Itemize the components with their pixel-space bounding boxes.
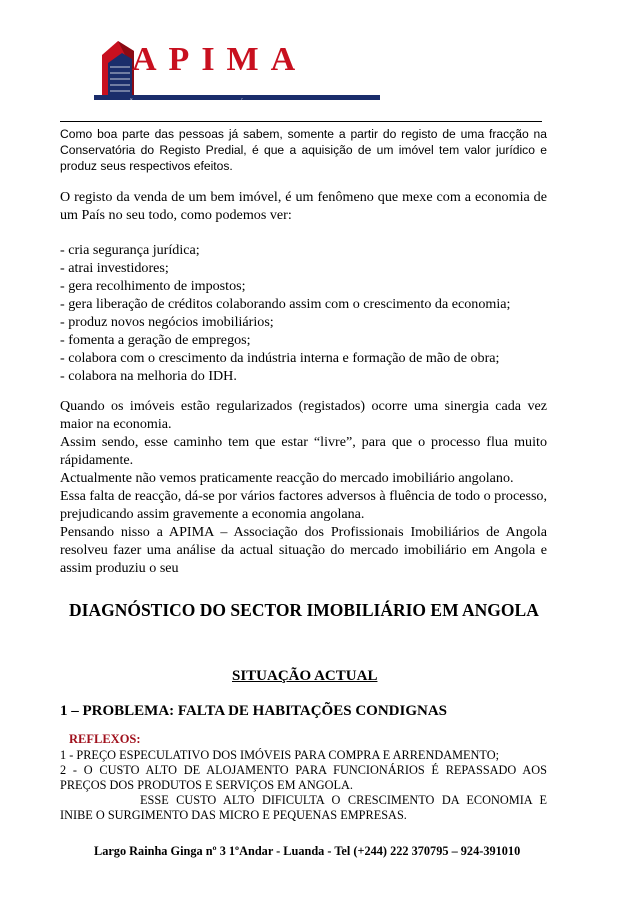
list-item: - gera liberação de créditos colaborando assim com o crescimento da economia;	[60, 296, 511, 312]
section-subtitle: SITUAÇÃO ACTUAL	[232, 668, 378, 684]
footer-address: Largo Rainha Ginga nº 3 1ºAndar - Luanda - Tel (+244) 222 370795 – 924-391010	[94, 844, 521, 858]
list-item: 1 - PREÇO ESPECULATIVO DOS IMÓVEIS PARA COMPRA E ARRENDAMENTO;	[60, 748, 499, 762]
paragraph-reaccao: Actualmente não vemos praticamente reacção do mercado imobiliário angolano.	[60, 470, 514, 486]
list-item: - gera recolhimento de impostos;	[60, 278, 246, 294]
list-item: - atrai investidores;	[60, 260, 169, 276]
document-title: DIAGNÓSTICO DO SECTOR IMOBILIÁRIO EM ANGOLA	[69, 600, 539, 620]
list-item: - cria segurança jurídica;	[60, 242, 200, 258]
paragraph-caminho: Assim sendo, esse caminho tem que estar “livre”, para que o processo flua muito rápidamente.	[60, 434, 547, 468]
apima-logo	[92, 33, 392, 106]
list-item: ESSE CUSTO ALTO DIFICULTA O CRESCIMENTO DA ECONOMIA E INIBE O SURGIMENTO DAS MICRO E PEQUENAS EMPRESAS.	[60, 793, 547, 822]
list-item: 2 - O CUSTO ALTO DE ALOJAMENTO PARA FUNCIONÁRIOS É REPASSADO AOS PREÇOS DOS PRODUTOS E SERVIÇOS EM ANGOLA.	[60, 763, 547, 792]
paragraph-sinergia: Quando os imóveis estão regularizados (registados) ocorre uma sinergia cada vez maior na economia.	[60, 398, 547, 432]
list-item: - colabora na melhoria do IDH.	[60, 368, 237, 384]
reflexos-label: REFLEXOS:	[69, 732, 141, 746]
logo-wordmark: APIMA	[132, 41, 308, 78]
list-item: - produz novos negócios imobiliários;	[60, 314, 274, 330]
problem-heading: 1 – PROBLEMA: FALTA DE HABITAÇÕES CONDIGNAS	[60, 703, 447, 719]
paragraph-apima: Pensando nisso a APIMA – Associação dos Profissionais Imobiliários de Angola resolveu fazer uma análise da actual situação do mercado imobiliário em Angola e assim produziu o seu	[60, 524, 547, 576]
intro-paragraph: Como boa parte das pessoas já sabem, somente a partir do registo de uma fracção na Conservatória do Registo Predial, é que a aquisição de um imóvel tem valor jurídico e produz seus respectivos efeitos.	[60, 127, 547, 173]
header-divider	[60, 121, 542, 122]
paragraph-registo: O registo da venda de um bem imóvel, é um fenômeno que mexe com a economia de um País no seu todo, como podemos ver:	[60, 189, 547, 223]
reflexos-list	[60, 748, 547, 823]
logo-subtitle: ASSOCIAÇÃO DOS PROFISSIONAIS IMOBILIÁRIOS DE ANGOLA	[94, 99, 303, 106]
list-item: - fomenta a geração de empregos;	[60, 332, 251, 348]
list-item: - colabora com o crescimento da indústria interna e formação de mão de obra;	[60, 350, 500, 366]
paragraph-factores: Essa falta de reacção, dá-se por vários factores adversos à fluência de todo o processo, prejudicando assim gravemente a economia angolana.	[60, 488, 547, 522]
benefits-list	[60, 241, 547, 385]
body-paragraphs	[60, 397, 547, 577]
